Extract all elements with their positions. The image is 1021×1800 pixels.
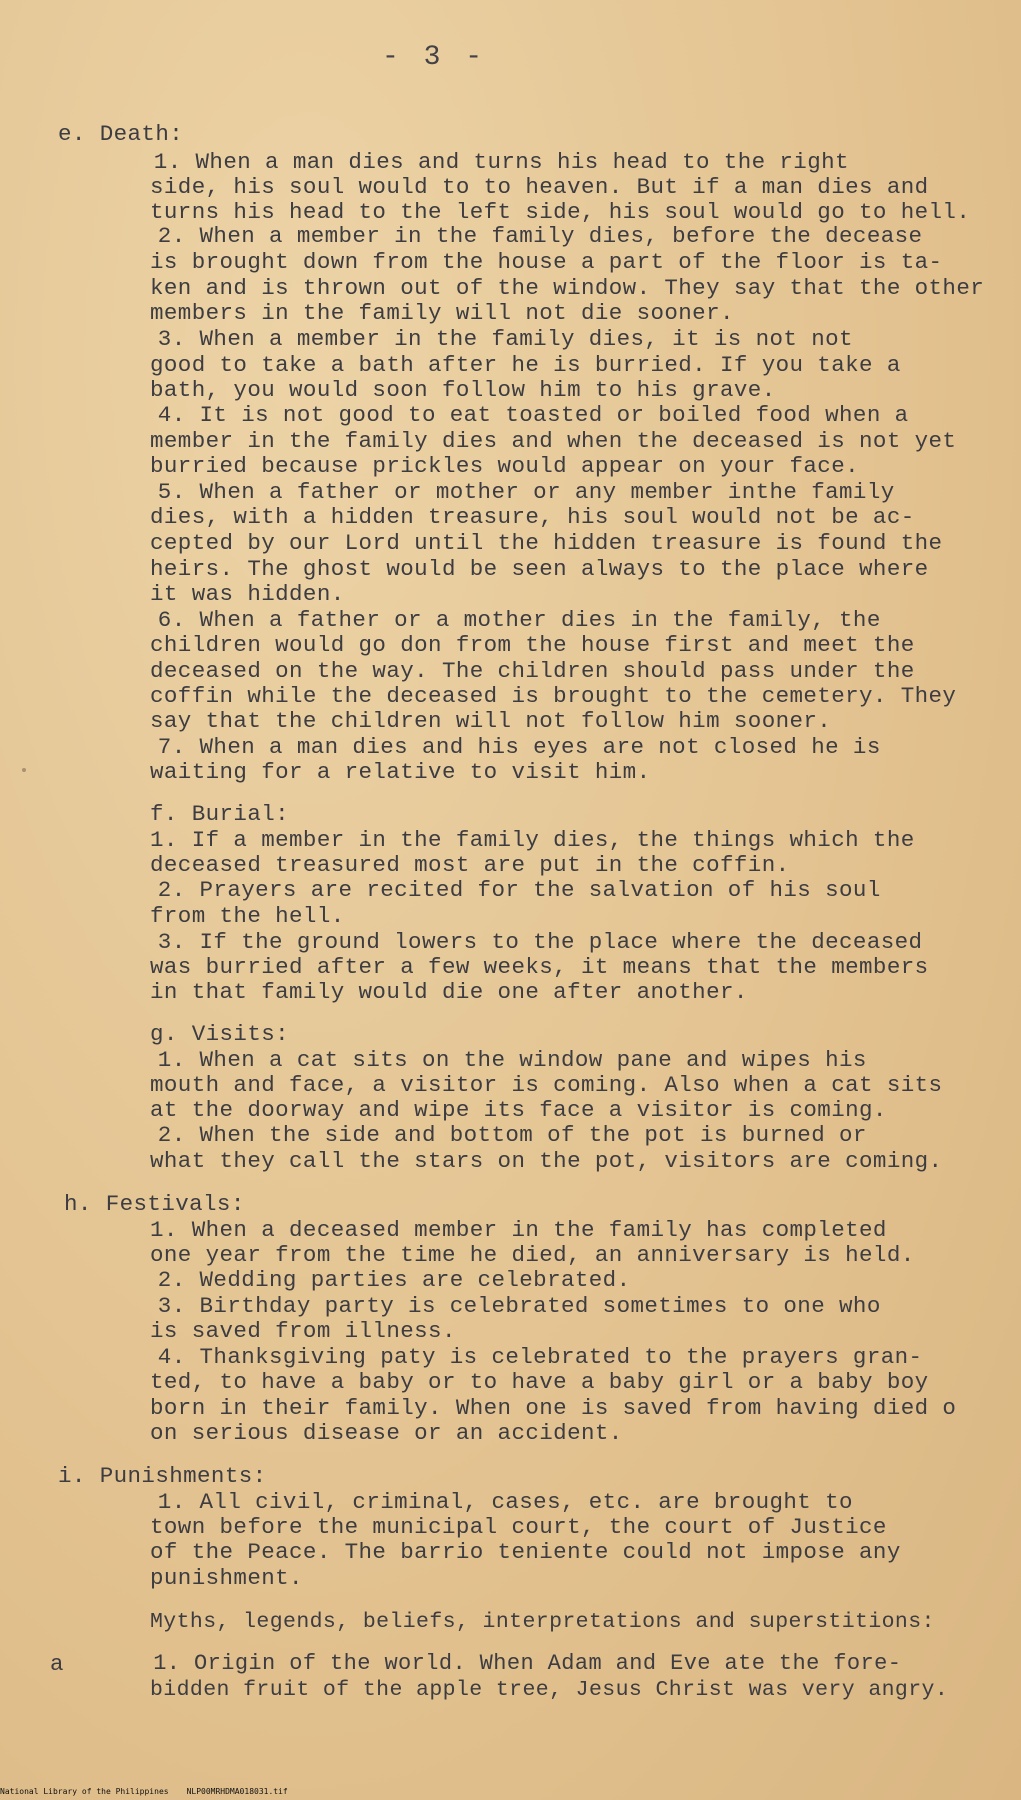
text-line: town before the municipal court, the court of Justice xyxy=(150,1514,887,1540)
text-line: of the Peace. The barrio teniente could not impose any xyxy=(150,1539,901,1565)
text-line: cepted by our Lord until the hidden treasure is found the xyxy=(150,530,943,556)
text-line: bath, you would soon follow him to his grave. xyxy=(150,377,776,403)
page-number: - 3 - xyxy=(382,42,487,73)
text-line: on serious disease or an accident. xyxy=(150,1420,623,1446)
text-line: 3. When a member in the family dies, it is not not xyxy=(130,326,853,352)
text-line: 1. Origin of the world. When Adam and Eve ate the fore- xyxy=(126,1651,902,1676)
text-line: is brought down from the house a part of the floor is ta- xyxy=(150,249,943,275)
text-line: 1. When a cat sits on the window pane and wipes his xyxy=(130,1047,867,1073)
text-line: deceased treasured most are put in the coffin. xyxy=(150,852,790,878)
scan-footer xyxy=(0,1787,306,1797)
text-line: dies, with a hidden treasure, his soul would not be ac- xyxy=(150,504,915,530)
text-line: 3. Birthday party is celebrated sometimes to one who xyxy=(130,1293,881,1319)
text-line: ted, to have a baby or to have a baby girl or a baby boy xyxy=(150,1369,929,1395)
text-line: is saved from illness. xyxy=(150,1318,456,1344)
text-line: it was hidden. xyxy=(150,581,345,607)
text-line: what they call the stars on the pot, visitors are coming. xyxy=(150,1148,943,1174)
text-line: 3. If the ground lowers to the place where the deceased xyxy=(130,929,923,955)
text-line: mouth and face, a visitor is coming. Also when a cat sits xyxy=(150,1072,943,1098)
heading-festivals: h. Festivals: xyxy=(64,1191,245,1217)
text-line: 6. When a father or a mother dies in the family, the xyxy=(130,607,881,633)
text-line: 2. When a member in the family dies, before the decease xyxy=(130,223,923,249)
text-line: 7. When a man dies and his eyes are not closed he is xyxy=(130,734,881,760)
paper-speck xyxy=(22,768,26,772)
text-line: 2. Prayers are recited for the salvation of his soul xyxy=(130,877,881,903)
margin-note: a xyxy=(50,1651,64,1677)
text-line: ken and is thrown out of the window. They say that the other xyxy=(150,275,985,301)
footer-library: National Library of the Philippines xyxy=(0,1787,169,1796)
heading-death: e. Death: xyxy=(58,121,184,147)
heading-punishments: i. Punishments: xyxy=(58,1463,267,1489)
text-line: 2. When the side and bottom of the pot is burned or xyxy=(130,1122,867,1148)
text-line: one year from the time he died, an anniversary is held. xyxy=(150,1242,915,1268)
text-line: punishment. xyxy=(150,1565,303,1591)
text-line: members in the family will not die sooner. xyxy=(150,300,734,326)
footer-file: NLP00MRHDMA018031.tif xyxy=(186,1787,288,1796)
text-line: deceased on the way. The children should pass under the xyxy=(150,658,915,684)
text-line: coffin while the deceased is brought to the cemetery. They xyxy=(150,683,957,709)
text-line: at the doorway and wipe its face a visitor is coming. xyxy=(150,1097,887,1123)
text-line: side, his soul would to to heaven. But if a man dies and xyxy=(150,174,929,200)
text-line: was burried after a few weeks, it means that the members xyxy=(150,954,929,980)
text-line: bidden fruit of the apple tree, Jesus Christ was very angry. xyxy=(150,1678,949,1702)
text-line: burried because prickles would appear on your face. xyxy=(150,453,860,479)
text-line: 1. All civil, criminal, cases, etc. are brought to xyxy=(130,1489,853,1515)
text-line: turns his head to the left side, his soul would go to hell. xyxy=(150,199,971,225)
text-line: 4. Thanksgiving paty is celebrated to the prayers gran- xyxy=(130,1344,923,1370)
text-line: 2. Wedding parties are celebrated. xyxy=(130,1267,631,1293)
text-line: member in the family dies and when the deceased is not yet xyxy=(150,428,957,454)
text-line: born in their family. When one is saved from having died o xyxy=(150,1395,957,1421)
text-line: 1. When a deceased member in the family has completed xyxy=(150,1217,887,1243)
heading-myths: Myths, legends, beliefs, interpretations and superstitions: xyxy=(150,1610,935,1634)
text-line: from the hell. xyxy=(150,903,345,929)
text-line: 4. It is not good to eat toasted or boiled food when a xyxy=(130,402,909,428)
heading-burial: f. Burial: xyxy=(150,801,290,827)
heading-visits: g. Visits: xyxy=(150,1021,290,1047)
text-line: in that family would die one after another. xyxy=(150,979,748,1005)
text-line: good to take a bath after he is burried. If you take a xyxy=(150,352,901,378)
text-line: children would go don from the house first and meet the xyxy=(150,632,915,658)
text-line: 1. When a man dies and turns his head to the right xyxy=(126,149,849,175)
text-line: 1. If a member in the family dies, the things which the xyxy=(150,827,915,853)
text-line: heirs. The ghost would be seen always to the place where xyxy=(150,556,929,582)
text-line: 5. When a father or mother or any member inthe family xyxy=(130,479,895,505)
text-line: waiting for a relative to visit him. xyxy=(150,759,651,785)
text-line: say that the children will not follow him sooner. xyxy=(150,708,832,734)
